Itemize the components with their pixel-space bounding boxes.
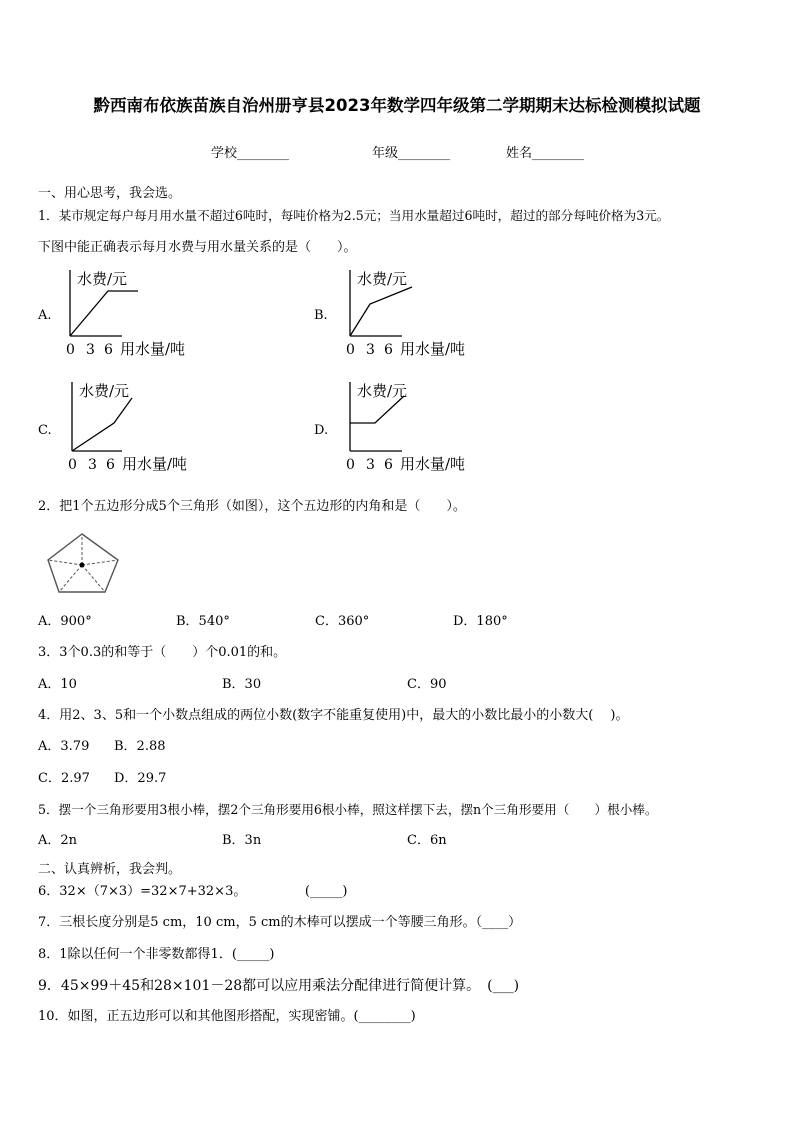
y-axis-label: 水费/元: [77, 270, 128, 288]
q4-option-b: B．2.88: [114, 739, 166, 754]
q1-text-line1: 1．某市规定每户每月用水量不超过6吨时，每吨价格为2.5元；当用水量超过6吨时，超过的部分每吨价格为3元。: [38, 208, 670, 223]
school-field: 学校________: [211, 146, 290, 161]
graph-line: [72, 398, 132, 451]
q10-text: 10．如图，正五边形可以和其他图形搭配，实现密铺。(________): [38, 1009, 416, 1024]
q4-option-a: A．3.79: [38, 739, 90, 754]
q1-text-line2: 下图中能正确表示每月水费与用水量关系的是（ ）。: [38, 240, 357, 255]
tick-3: 3: [366, 342, 375, 358]
q1-option-b-label: B.: [314, 308, 328, 323]
tick-6: 6: [106, 457, 115, 473]
y-axis-label: 水费/元: [357, 382, 408, 400]
tick-6: 6: [384, 457, 393, 473]
q6-text: 6．32×（7×3）=32×7+32×3。 (_____): [38, 884, 348, 899]
grade-field: 年级________: [372, 146, 451, 161]
q2-option-b: B．540°: [176, 614, 230, 629]
q1-option-d-label: D.: [314, 423, 329, 438]
tick-3: 3: [86, 342, 95, 358]
x-axis-label: 用水量/吨: [400, 340, 466, 358]
q1-graph-b: [340, 262, 500, 362]
tick-3: 3: [366, 457, 375, 473]
q8-text: 8．1除以任何一个非零数都得1．(_____): [38, 947, 275, 962]
tick-0: 0: [66, 342, 75, 358]
q2-text: 2．把1个五边形分成5个三角形（如图），这个五边形的内角和是（ ）。: [38, 499, 466, 514]
name-field: 姓名________: [506, 146, 585, 161]
tick-0: 0: [68, 457, 77, 473]
section-1-heading: 一、用心思考，我会选。: [38, 186, 182, 201]
tick-3: 3: [88, 457, 97, 473]
q5-option-c: C．6n: [407, 833, 447, 848]
q3-option-c: C．90: [407, 677, 447, 692]
section-2-heading: 二、认真辨析，我会判。: [38, 862, 182, 877]
q4-option-d: D．29.7: [114, 771, 167, 786]
q3-option-a: A．10: [38, 677, 77, 692]
q9-text: 9．45×99＋45和28×101－28都可以应用乘法分配律进行简便计算。 (___): [38, 978, 520, 994]
graph-line: [70, 291, 138, 336]
q1-graph-c: [62, 376, 222, 476]
q5-option-b: B．3n: [222, 833, 262, 848]
tick-6: 6: [384, 342, 393, 358]
x-axis-label: 用水量/吨: [122, 455, 188, 473]
q2-option-d: D．180°: [453, 614, 508, 629]
q2-option-c: C．360°: [315, 614, 370, 629]
q4-text: 4．用2、3、5和一个小数点组成的两位小数(数字不能重复使用)中，最大的小数比最小的小数大( )。: [38, 708, 629, 723]
q1-option-c-label: C.: [38, 423, 52, 438]
graph-line: [350, 396, 404, 423]
x-axis-label: 用水量/吨: [120, 340, 186, 358]
q5-text: 5．摆一个三角形要用3根小棒，摆2个三角形要用6根小棒，照这样摆下去，摆n个三角形要用（ ）根小棒。: [38, 802, 658, 817]
q3-text: 3．3个0.3的和等于（ ）个0.01的和。: [38, 645, 287, 660]
q1-option-a-label: A.: [38, 308, 52, 323]
tick-6: 6: [104, 342, 113, 358]
q1-graph-a: [60, 262, 220, 362]
x-axis-label: 用水量/吨: [400, 455, 466, 473]
page-title: 黔西南布依族苗族自治州册亨县2023年数学四年级第二学期期末达标检测模拟试题: [93, 96, 701, 115]
q4-option-c: C．2.97: [38, 771, 90, 786]
q3-option-b: B．30: [222, 677, 262, 692]
y-axis-label: 水费/元: [79, 382, 130, 400]
q5-option-a: A．2n: [38, 833, 78, 848]
q2-option-a: A．900°: [38, 614, 92, 629]
center-point: [80, 563, 85, 568]
q7-text: 7．三根长度分别是5 cm，10 cm，5 cm的木棒可以摆成一个等腰三角形。（____）: [38, 915, 522, 930]
tick-0: 0: [346, 342, 355, 358]
graph-line: [350, 287, 412, 336]
tick-0: 0: [346, 457, 355, 473]
pentagon-figure: [44, 530, 124, 600]
q1-graph-d: [340, 376, 500, 476]
y-axis-label: 水费/元: [357, 270, 408, 288]
